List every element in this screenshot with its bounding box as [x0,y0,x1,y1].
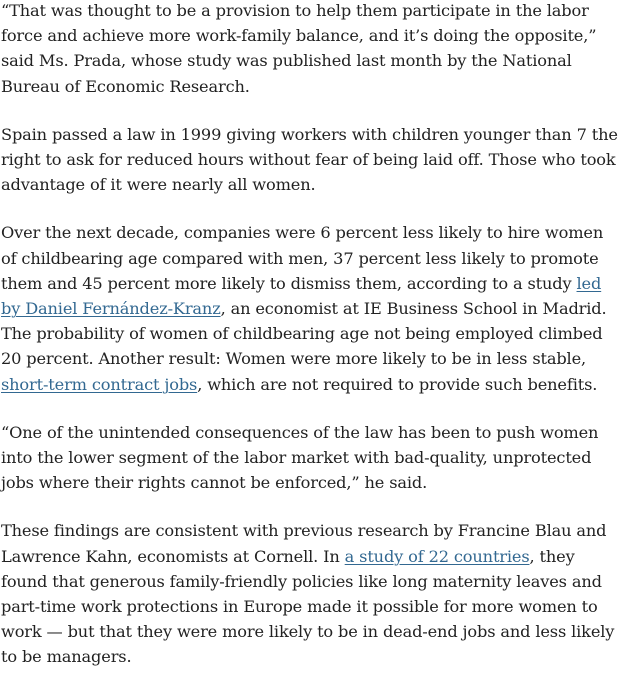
paragraph-text: , they found that generous family-friendly policies like long maternity leaves and part-time work protections in Europe made it possible for more women to work — but that they were more likely to be in dead-end jobs and less likely to be managers. [1,546,615,667]
paragraph-text: “That was thought to be a provision to help them participate in the labor force and achieve more work-family balance, and it’s doing the opposite,” said Ms. Prada, whose study was published last month by the National Bureau of Economic Research. [1,1,597,96]
paragraph-text: , an economist at IE Business School in Madrid. The probability of women of childbearing age not being employed climbed 20 percent. Another result: Women were more likely to be in less stable, [1,299,607,369]
paragraph-blau-kahn [0,518,624,669]
paragraph-text: These findings are consistent with previous research by Francine Blau and Lawrence Kahn, economists at Cornell. In [1,521,607,566]
study-link-fernandez-kranz[interactable]: led by Daniel Fernández-Kranz [1,273,602,319]
study-22-countries-link[interactable]: a study of 22 countries [344,546,530,566]
paragraph-text: , which are not required to provide such benefits. [197,374,598,394]
paragraph-text: “One of the unintended consequences of the law has been to push women into the lower segment of the labor market with bad-quality, unprotected jobs where their rights cannot be enforced,” he said. [1,422,599,493]
paragraph-unintended-consequences [0,420,624,496]
paragraph-text: Over the next decade, companies were 6 percent less likely to hire women of childbearing age compared with men, 37 percent less likely to promote them and 45 percent more likely to dismiss them, according to a study [1,223,604,293]
paragraph-next-decade [0,220,624,396]
paragraph-spain-law [0,122,624,198]
short-term-contract-jobs-link[interactable]: short-term contract jobs [1,374,198,394]
paragraph-text: Spain passed a law in 1999 giving workers with children younger than 7 the right to ask for reduced hours without fear of being laid off. Those who took advantage of it were nearly all women. [1,124,618,195]
paragraph-prada-quote [0,0,624,99]
